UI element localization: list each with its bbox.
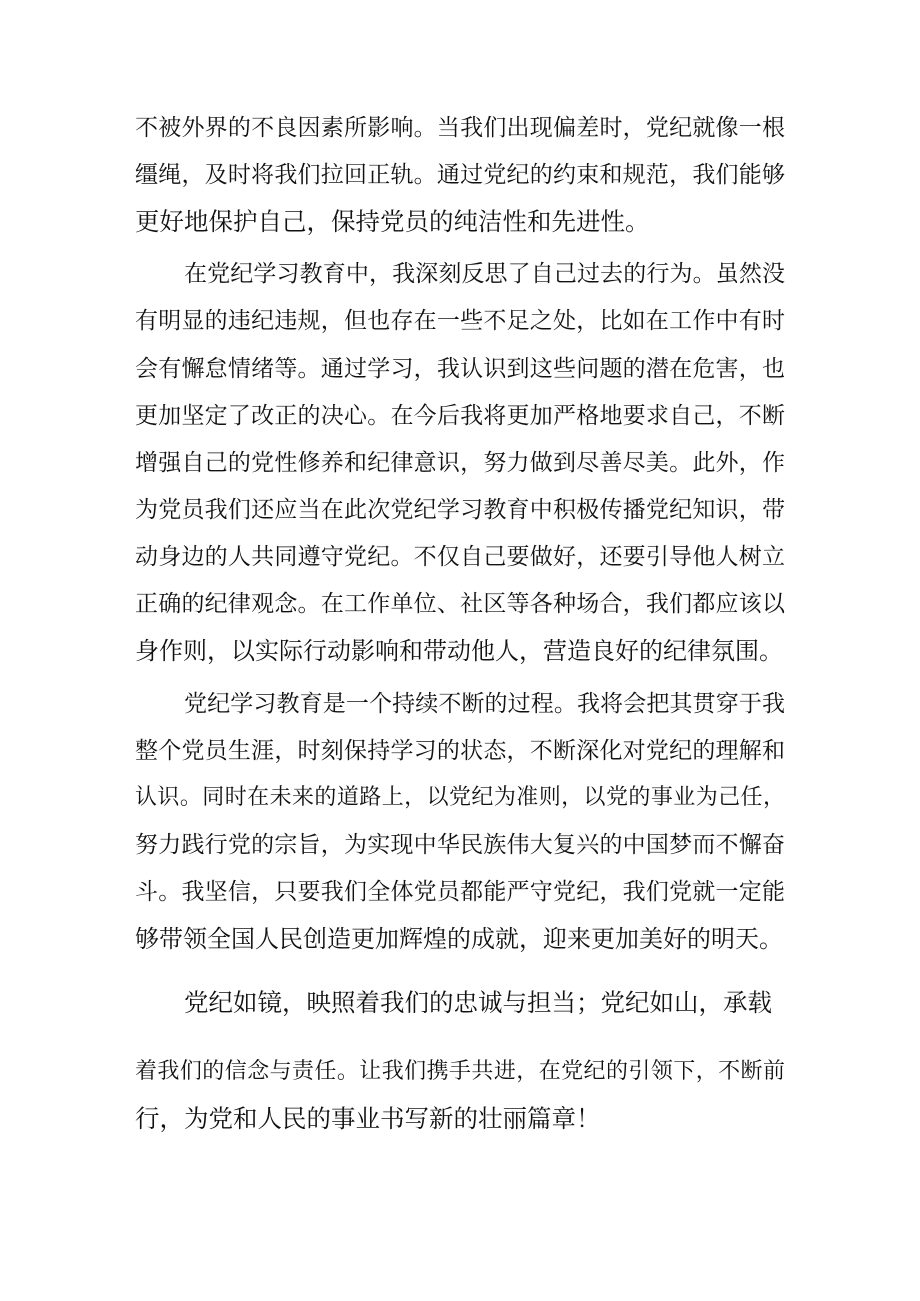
paragraph-3-line-4: 努力践行党的宗旨，为实现中华民族伟大复兴的中国梦而不懈奋 <box>135 832 785 858</box>
paragraph-2-line-8: 正确的纪律观念。在工作单位、社区等各种场合，我们都应该以 <box>135 591 785 617</box>
paragraph-1-line-1: 不被外界的不良因素所影响。当我们出现偏差时，党纪就像一根 <box>135 115 785 141</box>
paragraph-2-line-7: 动身边的人共同遵守党纪。不仅自己要做好，还要引导他人树立 <box>135 544 785 570</box>
paragraph-3-line-1: 党纪学习教育是一个持续不断的过程。我将会把其贯穿于我 <box>184 691 785 717</box>
paragraph-2-line-5: 增强自己的党性修养和纪律意识，努力做到尽善尽美。此外，作 <box>135 450 785 476</box>
paragraph-3-line-2: 整个党员生涯，时刻保持学习的状态，不断深化对党纪的理解和 <box>135 738 785 764</box>
paragraph-5-line-2: 行，为党和人民的事业书写新的壮丽篇章！ <box>135 1104 601 1133</box>
paragraph-1-line-3: 更好地保护自己，保持党员的纯洁性和先进性。 <box>135 207 650 236</box>
paragraph-2-line-3: 会有懈怠情绪等。通过学习，我认识到这些问题的潜在危害，也 <box>135 356 785 382</box>
paragraph-5-line-1: 着我们的信念与责任。让我们携手共进，在党纪的引领下，不断前 <box>135 1059 785 1084</box>
paragraph-2-line-9: 身作则，以实际行动影响和带动他人，营造良好的纪律氛围。 <box>135 637 783 665</box>
paragraph-2-line-1: 在党纪学习教育中，我深刻反思了自己过去的行为。虽然没 <box>184 261 785 287</box>
paragraph-2-line-4: 更加坚定了改正的决心。在今后我将更加严格地要求自己，不断 <box>135 403 785 429</box>
paragraph-1-line-2: 缰绳，及时将我们拉回正轨。通过党纪的约束和规范，我们能够 <box>135 162 785 188</box>
paragraph-3-line-6: 够带领全国人民创造更加辉煌的成就，迎来更加美好的明天。 <box>135 925 783 953</box>
paragraph-2-line-6: 为党员我们还应当在此次党纪学习教育中积极传播党纪知识，带 <box>135 497 785 523</box>
paragraph-4-line-1: 党纪如镜，映照着我们的忠诚与担当；党纪如山，承载 <box>184 988 772 1017</box>
paragraph-3-line-3: 认识。同时在未来的道路上，以党纪为准则，以党的事业为己任， <box>135 785 785 810</box>
paragraph-3-line-5: 斗。我坚信，只要我们全体党员都能严守党纪，我们党就一定能 <box>135 879 785 905</box>
paragraph-2-line-2: 有明显的违纪违规，但也存在一些不足之处，比如在工作中有时 <box>135 308 785 334</box>
